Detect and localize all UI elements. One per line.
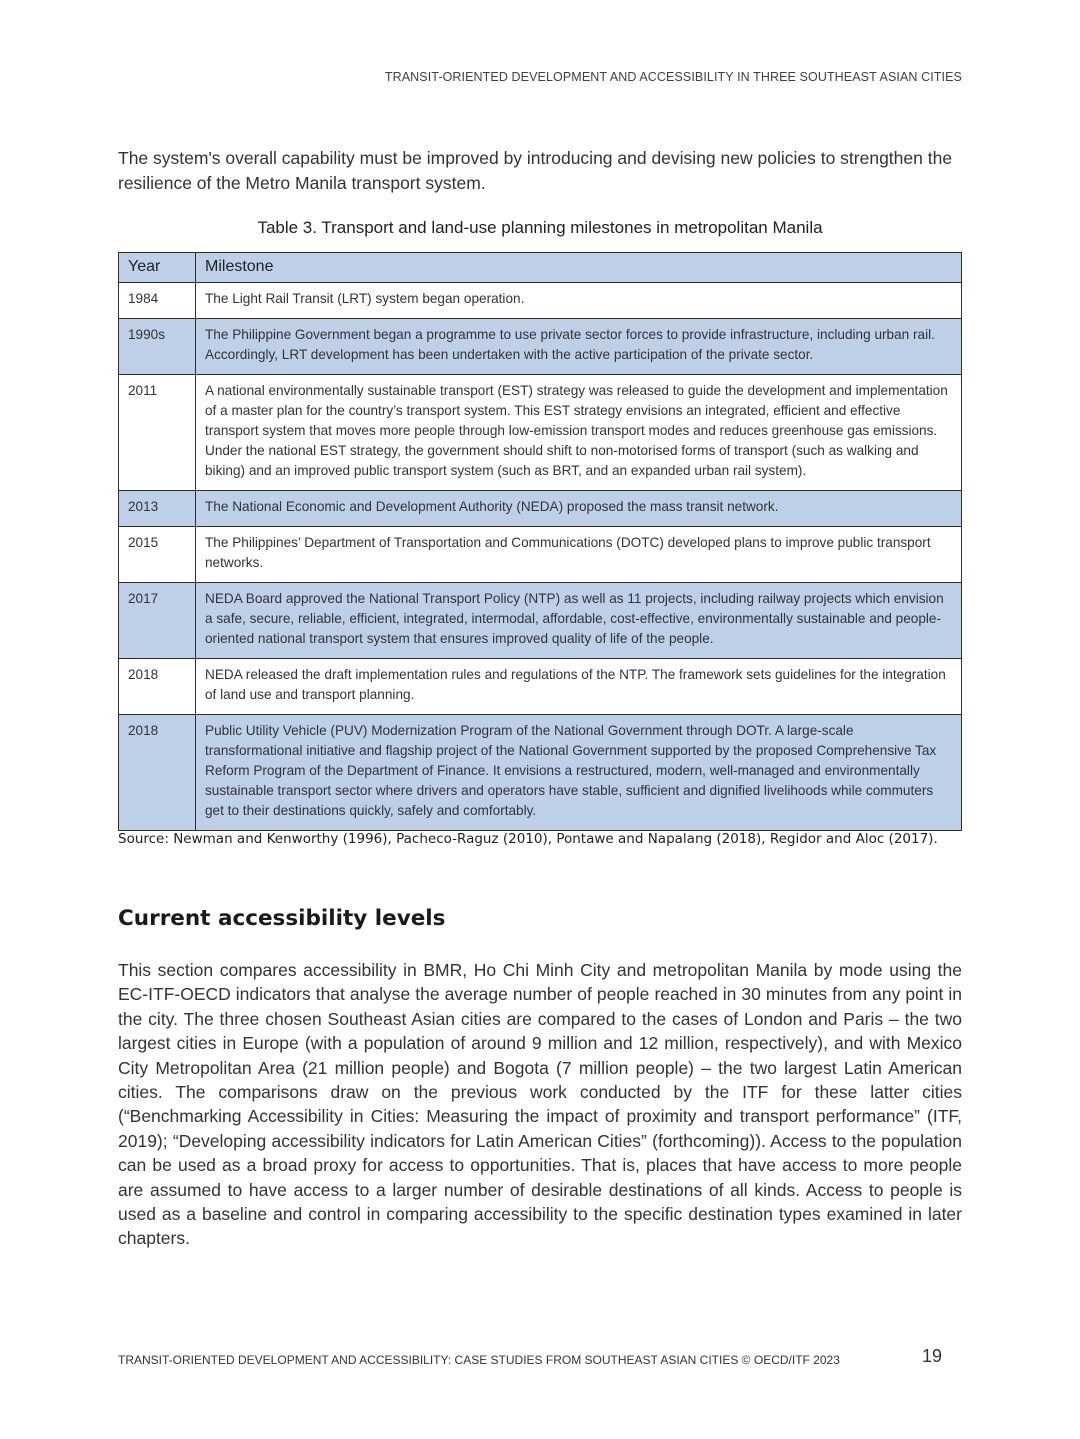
table-row (119, 583, 962, 659)
year-cell: 1990s (119, 319, 196, 375)
page-footer: TRANSIT-ORIENTED DEVELOPMENT AND ACCESSIBILITY: CASE STUDIES FROM SOUTHEAST ASIAN CITIES © OECD/ITF 2023 (118, 1353, 840, 1367)
year-cell: 2015 (119, 527, 196, 583)
milestone-cell: The Light Rail Transit (LRT) system began operation. (196, 283, 962, 319)
running-header: TRANSIT-ORIENTED DEVELOPMENT AND ACCESSIBILITY IN THREE SOUTHEAST ASIAN CITIES (384, 70, 962, 84)
milestone-cell: Public Utility Vehicle (PUV) Modernization Program of the National Government through DOTr. A large-scale transformational initiative and flagship project of the National Government supported by the proposed Comprehensive Tax Reform Program of the Department of Finance. It envisions a restructured, modern, well-managed and environmentally sustainable transport sector where drivers and operators have stable, sufficient and dignified livelihoods while commuters get to their destinations quickly, safely and comfortably. (196, 715, 962, 831)
section-heading: Current accessibility levels (118, 906, 446, 931)
table-row (119, 283, 962, 319)
milestone-cell: The National Economic and Development Authority (NEDA) proposed the mass transit network. (196, 491, 962, 527)
page-number: 19 (921, 1346, 942, 1366)
table-row (119, 491, 962, 527)
year-cell: 2017 (119, 583, 196, 659)
table-caption: Table 3. Transport and land-use planning milestones in metropolitan Manila (257, 218, 823, 237)
table-row (119, 375, 962, 491)
section-paragraph: This section compares accessibility in BMR, Ho Chi Minh City and metropolitan Manila by mode using the EC-ITF-OECD indicators that analyse the average number of people reached in 30 minutes from any point in the city. The three chosen Southeast Asian cities are compared to the cases of London and Paris – the two largest cities in Europe (with a population of around 9 million and 12 million, respectively), and with Mexico City Metropolitan Area (21 million people) and Bogota (7 million people) – the two largest Latin American cities. The comparisons draw on the previous work conducted by the ITF for these latter cities (“Benchmarking Accessibility in Cities: Measuring the impact of proximity and transport performance” (ITF, 2019); “Developing accessibility indicators for Latin American Cities” (forthcoming)). Access to the population can be used as a broad proxy for access to opportunities. That is, places that have access to more people are assumed to have access to a larger number of desirable destinations of all kinds. Access to people is used as a baseline and control in comparing accessibility to the specific destination types examined in later chapters. (118, 960, 962, 1249)
year-cell: 1984 (119, 283, 196, 319)
year-cell: 2018 (119, 659, 196, 715)
column-header-milestone: Milestone (196, 253, 962, 283)
year-cell: 2011 (119, 375, 196, 491)
milestone-cell: The Philippine Government began a programme to use private sector forces to provide infrastructure, including urban rail. Accordingly, LRT development has been undertaken with the active participation of the private sector. (196, 319, 962, 375)
milestone-cell: A national environmentally sustainable transport (EST) strategy was released to guide the development and implementation of a master plan for the country’s transport system. This EST strategy envisions an integrated, efficient and effective transport system that moves more people through low-emission transport modes and reduces greenhouse gas emissions. Under the national EST strategy, the government should shift to non-motorised forms of transport (such as walking and biking) and an improved public transport system (such as BRT, and an expanded urban rail system). (196, 375, 962, 491)
milestone-cell: The Philippines’ Department of Transportation and Communications (DOTC) developed plans to improve public transport networks. (196, 527, 962, 583)
year-cell: 2018 (119, 715, 196, 831)
table-row (119, 527, 962, 583)
column-header-year: Year (119, 253, 196, 283)
table-source-note: Source: Newman and Kenworthy (1996), Pacheco-Raguz (2010), Pontawe and Napalang (2018), Regidor and Aloc (2017). (118, 831, 938, 847)
table-header-row (119, 253, 962, 283)
table-row (119, 715, 962, 831)
table-row (119, 319, 962, 375)
milestone-cell: NEDA Board approved the National Transport Policy (NTP) as well as 11 projects, including railway projects which envision a safe, secure, reliable, efficient, integrated, intermodal, affordable, cost-effective, environmentally sustainable and people-oriented national transport system that ensures improved quality of life of the people. (196, 583, 962, 659)
milestone-cell: NEDA released the draft implementation rules and regulations of the NTP. The framework sets guidelines for the integration of land use and transport planning. (196, 659, 962, 715)
year-cell: 2013 (119, 491, 196, 527)
milestones-table (118, 252, 962, 831)
table-row (119, 659, 962, 715)
intro-paragraph: The system's overall capability must be improved by introducing and devising new policies to strengthen the resilience of the Metro Manila transport system. (118, 148, 953, 193)
